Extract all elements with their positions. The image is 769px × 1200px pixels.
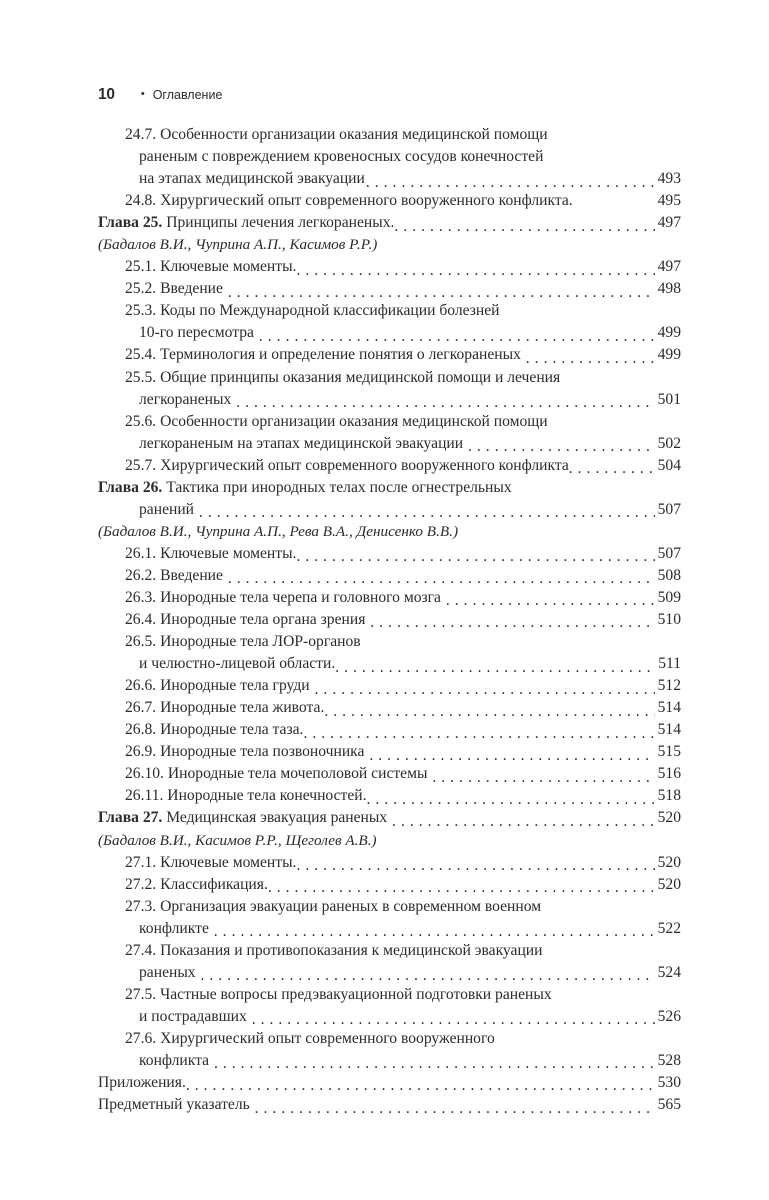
table-of-contents (98, 124, 681, 1116)
toc-chapter-entry[interactable] (98, 807, 681, 829)
toc-chapter-entry[interactable] (98, 477, 681, 521)
toc-page-number: 499 (657, 346, 681, 364)
toc-leader-row (125, 609, 681, 631)
toc-page-number: 565 (657, 1096, 681, 1114)
toc-section-entry[interactable] (125, 124, 681, 190)
chapter-label: Глава 26. (98, 478, 163, 496)
toc-leader-row (125, 256, 681, 278)
toc-entry-title: 26.7. Инородные тела живота. (125, 699, 325, 717)
toc-leader-row (139, 168, 681, 190)
toc-entry-line: 27.3. Организация эвакуации раненых в современном военном (125, 897, 542, 915)
toc-leader-row (125, 741, 681, 763)
toc-entry-title: 25.7. Хирургический опыт современного вооруженного конфликта (125, 456, 569, 474)
toc-entry-title: 26.1. Ключевые моменты. (125, 544, 297, 562)
toc-entry-title: Приложения. (98, 1074, 186, 1092)
toc-section-entry[interactable] (125, 411, 681, 455)
toc-entry-line: 27.6. Хирургический опыт современного вооруженного (125, 1029, 495, 1047)
toc-leader-row (139, 1050, 681, 1072)
toc-section-entry[interactable] (125, 940, 681, 984)
toc-leader-row (125, 587, 681, 609)
toc-entry-title: и пострадавших (139, 1007, 251, 1025)
toc-backmatter-entry[interactable] (98, 1094, 681, 1116)
toc-leader-row (125, 874, 681, 896)
toc-leader-row (139, 962, 681, 984)
toc-leader-row (139, 322, 681, 344)
toc-entry-title: Предметный указатель (98, 1096, 254, 1114)
dot-leader (468, 439, 655, 455)
toc-leader-row (125, 719, 681, 741)
toc-page-number: 514 (657, 699, 681, 717)
toc-section-entry[interactable] (125, 741, 681, 763)
toc-section-entry[interactable] (125, 300, 681, 344)
toc-entry-title: 27.1. Ключевые моменты. (125, 853, 297, 871)
toc-leader-row (125, 565, 681, 587)
toc-page-number: 501 (657, 390, 681, 408)
toc-page-number: 504 (657, 456, 681, 474)
toc-backmatter-entry[interactable] (98, 1072, 681, 1094)
toc-page-number: 518 (657, 787, 681, 805)
toc-leader-row (125, 785, 681, 807)
toc-section-entry[interactable] (125, 852, 681, 874)
toc-page-number: 530 (657, 1074, 681, 1092)
toc-section-entry[interactable] (125, 455, 681, 477)
toc-leader-row (98, 212, 681, 234)
toc-section-entry[interactable] (125, 190, 681, 212)
toc-page-number: 493 (657, 170, 681, 188)
toc-authors-line: (Бадалов В.И., Чуприна А.П., Касимов Р.Р.) (98, 236, 378, 254)
toc-leader-row (125, 190, 681, 212)
toc-section-entry[interactable] (125, 543, 681, 565)
toc-entry-title: 26.8. Инородные тела таза. (125, 721, 304, 739)
dot-leader (432, 770, 654, 786)
toc-authors-line: (Бадалов В.И., Чуприна А.П., Рева В.А., Денисенко В.В.) (98, 522, 459, 540)
toc-page-number: 507 (657, 544, 681, 562)
toc-entry-title: 26.10. Инородные тела мочеполовой системы (125, 765, 432, 783)
toc-section-entry[interactable] (125, 565, 681, 587)
toc-entry-line (98, 477, 681, 499)
toc-entry-title: Принципы лечения легкораненых. (162, 214, 395, 232)
toc-leader-row (125, 697, 681, 719)
toc-entry-title: 10-го пересмотра (139, 324, 258, 342)
toc-section-entry[interactable] (125, 587, 681, 609)
toc-entry-title: 25.2. Введение (125, 280, 227, 298)
dot-leader (296, 858, 654, 874)
toc-leader-row (139, 1006, 681, 1028)
dot-leader (315, 682, 655, 698)
toc-page-number: 528 (657, 1051, 681, 1069)
toc-entry-line: 27.4. Показания и противопоказания к медицинской эвакуации (125, 941, 543, 959)
dot-leader (369, 748, 654, 764)
toc-leader-row (139, 653, 681, 675)
toc-entry-line: 27.5. Частные вопросы предэвакуационной подготовки раненых (125, 985, 552, 1003)
toc-entry-title: 25.4. Терминология и определение понятия о легкораненых (125, 346, 525, 364)
dot-leader (296, 263, 654, 279)
dot-leader (446, 593, 655, 609)
toc-entry-title: 27.2. Классификация. (125, 875, 268, 893)
toc-leader-row (139, 389, 681, 411)
dot-leader (394, 219, 654, 235)
toc-entry-title: 26.4. Инородные тела органа зрения (125, 611, 370, 629)
toc-leader-row (98, 1072, 681, 1094)
chapter-title: Тактика при инородных телах после огнестрельных (162, 478, 512, 496)
toc-entry-line: 25.5. Общие принципы оказания медицинской помощи и лечения (125, 368, 561, 386)
toc-entry-title: 26.6. Инородные тела груди (125, 677, 314, 695)
toc-page-number: 520 (657, 875, 681, 893)
toc-entry-line: 25.3. Коды по Международной классификации болезней (125, 302, 500, 320)
toc-leader-row (125, 763, 681, 785)
dot-leader (199, 505, 655, 521)
dot-leader (214, 1056, 655, 1072)
toc-page-number: 498 (657, 280, 681, 298)
toc-section-entry[interactable] (125, 896, 681, 940)
toc-authors-line: (Бадалов В.И., Касимов Р.Р., Щеголев А.В.) (98, 831, 377, 849)
running-head (98, 86, 222, 104)
toc-section-entry[interactable] (125, 874, 681, 896)
toc-leader-row (125, 675, 681, 697)
dot-leader (526, 351, 655, 367)
toc-page-number: 522 (657, 919, 681, 937)
dot-leader (367, 792, 655, 808)
toc-leader-row (125, 344, 681, 366)
toc-page-number: 520 (657, 853, 681, 871)
dot-leader (259, 329, 655, 345)
toc-section-entry[interactable] (125, 763, 681, 785)
toc-page-number: 495 (657, 192, 681, 210)
toc-page-number: 524 (657, 963, 681, 981)
toc-page-number: 520 (657, 809, 681, 827)
toc-entry-line: раненым с повреждением кровеносных сосудов конечностей (139, 148, 544, 166)
toc-leader-row (125, 852, 681, 874)
page-folio: 10 (98, 86, 115, 103)
toc-entry-title: 26.9. Инородные тела позвоночника (125, 743, 369, 761)
toc-page-number: 497 (657, 214, 681, 232)
toc-page-number: 515 (657, 743, 681, 761)
dot-leader (296, 549, 654, 565)
dot-leader (228, 571, 655, 587)
toc-leader-row (125, 278, 681, 300)
toc-entry-title: Медицинская эвакуация раненых (162, 809, 392, 827)
dot-leader (370, 615, 654, 631)
toc-chapter-entry[interactable] (98, 212, 681, 234)
toc-entry-title: 24.8. Хирургический опыт современного вооруженного конфликта. (125, 192, 573, 210)
dot-leader (324, 704, 654, 720)
dot-leader (303, 726, 654, 742)
toc-section-entry[interactable] (125, 344, 681, 366)
toc-entry-title: 26.11. Инородные тела конечностей. (125, 787, 367, 805)
toc-page-number: 507 (657, 500, 681, 518)
toc-section-entry[interactable] (125, 697, 681, 719)
toc-page-number: 512 (657, 677, 681, 695)
toc-page-number: 514 (657, 721, 681, 739)
toc-leader-row (139, 499, 681, 521)
toc-page-number: 502 (657, 434, 681, 452)
toc-section-entry[interactable] (125, 1028, 681, 1072)
dot-leader (392, 814, 655, 830)
toc-section-entry[interactable] (125, 609, 681, 631)
dot-leader (268, 880, 655, 896)
toc-entry-line: 25.6. Особенности организации оказания медицинской помощи (125, 412, 548, 430)
chapter-label: Глава 27. (98, 809, 163, 827)
toc-entry-title: раненых (139, 963, 200, 981)
dot-leader (228, 285, 655, 301)
toc-page-number: 508 (657, 566, 681, 584)
toc-leader-row (139, 918, 681, 940)
toc-page-number: 499 (657, 324, 681, 342)
toc-section-entry[interactable] (125, 984, 681, 1028)
chapter-label: Глава 25. (98, 214, 163, 232)
toc-section-entry[interactable] (125, 278, 681, 300)
running-head-label: Оглавление (152, 88, 223, 102)
bullet-icon: • (140, 88, 145, 100)
toc-entry-title: 26.2. Введение (125, 566, 227, 584)
dot-leader (569, 461, 655, 477)
toc-entry-title: легкораненым на этапах медицинской эвакуации (139, 434, 468, 452)
toc-entry-title: ранений (139, 500, 198, 518)
dot-leader (366, 175, 655, 191)
toc-section-entry[interactable] (125, 367, 681, 411)
dot-leader (255, 1101, 655, 1117)
toc-page-number: 526 (657, 1007, 681, 1025)
dot-leader (201, 968, 655, 984)
toc-leader-row (125, 455, 681, 477)
toc-section-entry[interactable] (125, 785, 681, 807)
toc-page-number: 510 (657, 611, 681, 629)
dot-leader (252, 1012, 655, 1028)
dot-leader (214, 924, 655, 940)
toc-entry-title: 25.1. Ключевые моменты. (125, 258, 297, 276)
toc-entry-title: конфликта (139, 1051, 213, 1069)
dot-leader (186, 1078, 655, 1094)
toc-leader-row (98, 807, 681, 829)
toc-section-entry[interactable] (125, 256, 681, 278)
toc-section-entry[interactable] (125, 675, 681, 697)
toc-entry-line: 24.7. Особенности организации оказания медицинской помощи (125, 126, 548, 143)
dot-leader (335, 660, 655, 676)
toc-leader-row (139, 433, 681, 455)
toc-page-number: 509 (657, 588, 681, 606)
toc-page-number: 497 (657, 258, 681, 276)
toc-entry-title: конфликте (139, 919, 213, 937)
toc-entry-title: 26.3. Инородные тела черепа и головного мозга (125, 588, 445, 606)
toc-page-number: 511 (658, 655, 681, 673)
toc-leader-row (98, 1094, 681, 1116)
toc-page-number: 516 (657, 765, 681, 783)
toc-leader-row (125, 543, 681, 565)
toc-section-entry[interactable] (125, 719, 681, 741)
toc-entry-title: на этапах медицинской эвакуации (139, 170, 365, 188)
toc-entry-line: 26.5. Инородные тела ЛОР-органов (125, 633, 361, 651)
toc-entry-title: и челюстно-лицевой области. (139, 655, 336, 673)
toc-section-entry[interactable] (125, 631, 681, 675)
dot-leader (236, 395, 654, 411)
toc-entry-title: легкораненых (139, 390, 236, 408)
